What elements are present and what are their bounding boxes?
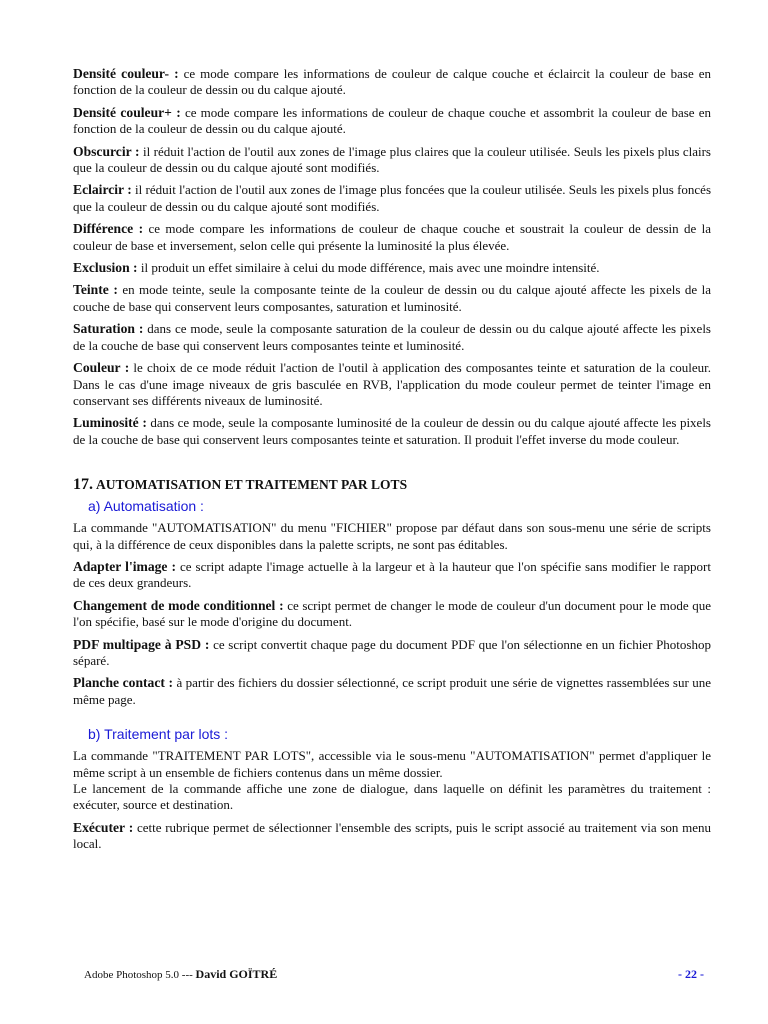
- mode-exclusion: Exclusion : il produit un effet similaire à celui du mode différence, mais avec une moindre intensité.: [73, 260, 600, 276]
- script-changement-mode: Changement de mode conditionnel : ce script permet de changer le mode de couleur d'un document pour le mode que l'on spécifie, basé sur le mode d'origine du document.: [73, 597, 711, 630]
- automatisation-intro: La commande "AUTOMATISATION" du menu "FICHIER" propose par défaut dans son sous-menu une série de scripts qui, à la différence de ceux disponibles dans la palette scripts, ne sont pas éditables.: [73, 520, 711, 552]
- traitement-lots-intro: La commande "TRAITEMENT PAR LOTS", accessible via le sous-menu "AUTOMATISATION" permet d'appliquer le même script à un ensemble de fichiers contenus dans un même dossier. Le lancement de la commande affiche une zone de dialogue, dans laquelle on définit les paramètres du traitement : exécuter, source et destination.: [73, 748, 711, 813]
- mode-luminosite: Luminosité : dans ce mode, seule la composante luminosité de la couleur de dessin ou du calque ajouté affecte les pixels de la couche de base qui conservent leurs composantes teinte et saturation. Il produit l'effet inverse du mode couleur.: [73, 415, 711, 447]
- option-executer: Exécuter : cette rubrique permet de sélectionner l'ensemble des scripts, puis le script associé au traitement via son menu local.: [73, 819, 711, 852]
- script-pdf-multipage: PDF multipage à PSD : ce script convertit chaque page du document PDF que l'on sélectionne en un fichier Photoshop séparé.: [73, 636, 711, 668]
- mode-saturation: Saturation : dans ce mode, seule la composante saturation de la couleur de dessin ou du calque ajouté affecte les pixels de la couche de base qui conservent leurs composantes teinte et luminosité.: [73, 321, 711, 353]
- page-number: - 22 -: [678, 967, 704, 981]
- document-body: [73, 66, 711, 859]
- footer-credit: Adobe Photoshop 5.0 --- David GOÏTRÉ: [84, 967, 278, 981]
- mode-couleur: Couleur : le choix de ce mode réduit l'action de l'outil à application des composantes teinte et saturation de la couleur. Dans le cas d'une image niveaux de gris basculée en RVB, l'application du mode couleur permet de teinter l'image en conservant ses différents niveaux de luminosité.: [73, 360, 711, 408]
- subheading-traitement-lots: b) Traitement par lots :: [88, 726, 229, 743]
- mode-teinte: Teinte : en mode teinte, seule la composante teinte de la couleur de dessin ou du calque ajouté affecte les pixels de la couche de base qui conservent leurs composantes, saturation et luminosité.: [73, 282, 711, 314]
- mode-densite-plus: Densité couleur+ : ce mode compare les informations de couleur de chaque couche et assombrit la couleur de base en fonction de la couleur de dessin ou du calque ajouté.: [73, 104, 711, 137]
- page-footer: [84, 967, 704, 982]
- mode-densite-moins: Densité couleur- : ce mode compare les informations de couleur de calque couche et éclaircit la couleur de base en fonction de la couleur de dessin ou du calque ajouté.: [73, 66, 711, 98]
- mode-difference: Différence : ce mode compare les informations de couleur de chaque couche et soustrait la couleur de dessin de la couleur de base et inversement, selon celle qui présente la luminosité la plus élevée.: [73, 221, 711, 253]
- script-planche-contact: Planche contact : à partir des fichiers du dossier sélectionné, ce script produit une série de vignettes rassemblées sur une même page.: [73, 675, 711, 707]
- mode-eclaircir: Eclaircir : il réduit l'action de l'outil aux zones de l'image plus foncées que la couleur utilisée. Seuls les pixels plus foncés que la couleur de dessin ou du calque ajouté sont modifiés.: [73, 182, 712, 214]
- script-adapter-image: Adapter l'image : ce script adapte l'image actuelle à la largeur et à la hauteur que l'on spécifie sans modifier le rapport de ces deux grandeurs.: [73, 558, 711, 591]
- mode-obscurcir: Obscurcir : il réduit l'action de l'outil aux zones de l'image plus claires que la couleur utilisée. Seuls les pixels plus clairs que la couleur de dessin ou du calque ajouté sont modifiés.: [73, 143, 711, 176]
- subheading-automatisation: a) Automatisation :: [88, 498, 204, 515]
- section-heading: 17. AUTOMATISATION ET TRAITEMENT PAR LOTS: [73, 476, 408, 494]
